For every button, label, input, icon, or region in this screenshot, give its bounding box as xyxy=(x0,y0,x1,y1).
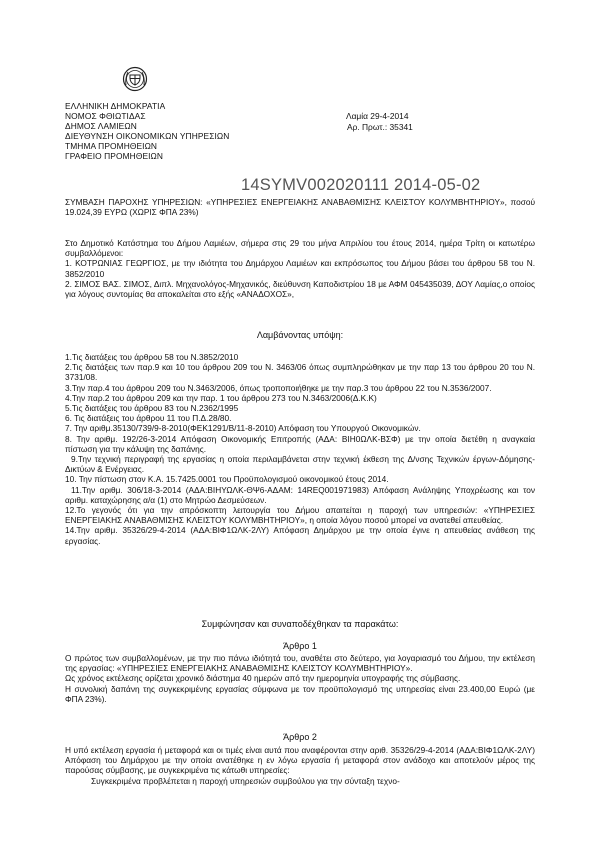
list-item: 9.Την τεχνική περιγραφή της εργασίας η οποία περιλαμβάνεται στην τεχνική έκθεση της Δ/νσης Τεχνικών έργων-Δόμησης-Δικτύων & Ενέργειας. xyxy=(65,454,535,475)
header-line: ΔΗΜΟΣ ΛΑΜΙΕΩΝ xyxy=(65,121,137,131)
header-line: ΝΟΜΟΣ ΦΘΙΩΤΙΔΑΣ xyxy=(65,111,146,121)
considerations-list xyxy=(65,352,535,546)
article-1-heading: Άρθρο 1 xyxy=(283,641,317,651)
article-2-body xyxy=(65,745,535,786)
header-line: ΔΙΕΥΘΥΝΣΗ ΟΙΚΟΝΟΜΙΚΩΝ ΥΠΗΡΕΣΙΩΝ xyxy=(65,131,230,141)
list-item: 4.Την παρ.2 του άρθρου 209 και την παρ. 1 του άρθρου 273 του Ν.3463/2006(Δ.Κ.Κ) xyxy=(65,392,377,403)
intro-paragraph: Στο Δημοτικό Κατάστημα του Δήμου Λαμιέων, σήμερα στις 29 του μήνα Απριλίου του έτους 2014, ημέρα Τρίτη οι κατωτέρω συμβαλλόμενοι: xyxy=(65,238,535,259)
article-paragraph: Συγκεκριμένα προβλέπεται η παροχή υπηρεσιών συμβούλου για την σύνταξη τεχνο- xyxy=(91,775,400,786)
list-item: 6. Τις διατάξεις του άρθρου 11 του Π.Δ.28/80. xyxy=(65,413,232,424)
list-item: 2.Τις διατάξεις των παρ.9 και 10 του άρθρου 209 του Ν. 3463/06 όπως συμπληρώθηκαν με την παρ 13 του άρθρου 20 του Ν. 3731/08. xyxy=(65,362,535,383)
header-line: ΤΜΗΜΑ ΠΡΟΜΗΘΕΙΩΝ xyxy=(65,141,158,151)
list-item: 10. Την πίστωση στον Κ.Α. 15.7425.0001 του Προϋπολογισμού οικονομικού έτους 2014. xyxy=(65,474,389,485)
greek-emblem-icon xyxy=(122,66,148,92)
title-text: ΣΥΜΒΑΣΗ ΠΑΡΟΧΗΣ ΥΠΗΡΕΣΙΩΝ: «ΥΠΗΡΕΣΙΕΣ ΕΝΕΡΓΕΙΑΚΗΣ ΑΝΑΒΑΘΜΙΣΗΣ ΚΛΕΙΣΤΟΥ ΚΟΛΥΜΒΗΤΗΡΙΟΥ», ποσού 19.024,39 ΕΥΡΩ (ΧΩΡΙΣ ΦΠΑ 23%) xyxy=(65,197,535,218)
list-item: 8. Την αριθμ. 192/26-3-2014 Απόφαση Οικονομικής Επιτροπής (ΑΔΑ: ΒΙΗ0ΩΛΚ-ΒΣΦ) με την οποία διετέθη η αναγκαία πίστωση για την κάλυψη της δαπάνης. xyxy=(65,433,535,454)
agreed-heading: Συμφώνησαν και συναποδέχθηκαν τα παρακάτω: xyxy=(201,619,399,629)
article-paragraph: Ο πρώτος των συμβαλλομένων, με την πιο πάνω ιδιότητά του, αναθέτει στο δεύτερο, για λογαριασμό του Δήμου, την εκτέλεση της εργασίας: «ΥΠΗΡΕΣΙΕΣ ΕΝΕΡΓΕΙΑΚΗΣ ΑΝΑΒΑΘΜΙΣΗΣ ΚΛΕΙΣΤΟΥ ΚΟΛΥΜΒΗΤΗΡΙΟΥ». xyxy=(65,653,535,674)
article-2-heading: Άρθρο 2 xyxy=(283,732,317,742)
list-item: 1.Τις διατάξεις του άρθρου 58 του Ν.3852/2010 xyxy=(65,352,239,362)
protocol-number: Αρ. Πρωτ.: 35341 xyxy=(347,122,413,132)
document-code: 14SYMV002020111 2014-05-02 xyxy=(241,176,481,194)
intro-paragraph: 1. ΚΟΤΡΩΝΙΑΣ ΓΕΩΡΓΙΟΣ, με την ιδιότητα του Δημάρχου Λαμιέων και εκπρόσωπος του Δήμου βάσει του άρθρου 58 του Ν. 3852/2010 xyxy=(65,258,535,279)
article-paragraph: Η υπό εκτέλεση εργασία ή μεταφορά και οι τιμές είναι αυτά που αναφέρονται στην αριθ. 35326/29-4-2014 (ΑΔΑ:ΒΙΦ1ΩΛΚ-2ΛΥ) Απόφαση του Δημάρχου με την οποία ανατέθηκε η εν λόγω εργασία ή μεταφορά στον ανάδοχο και αποτελούν μέρος της παρούσας σύμβασης, με συγκεκριμένα τις κάτωθι υπηρεσίες: xyxy=(65,745,535,776)
article-paragraph: Ως χρόνος εκτέλεσης ορίζεται χρονικό διάστημα 40 ημερών από την ημερομηνία υπογραφής της σύμβασης. xyxy=(65,673,461,684)
list-item: 12.Το γεγονός ότι για την απρόσκοπτη λειτουργία του Δήμου απαιτείται η παροχή των υπηρεσιών: «ΥΠΗΡΕΣΙΕΣ ΕΝΕΡΓΕΙΑΚΗΣ ΑΝΑΒΑΘΜΙΣΗΣ ΚΛΕΙΣΤΟΥ ΚΟΛΥΜΒΗΤΗΡΙΟΥ», η οποία λόγου ποσού μπορεί να ανατεθεί απευθείας. xyxy=(65,505,535,526)
intro-paragraph: 2. ΣΙΜΟΣ ΒΑΣ. ΣΙΜΟΣ, Διπλ. Μηχανολόγος-Μηχανικός, διεύθυνση Καποδιστρίου 18 με ΑΦΜ 045435039, ΔΟΥ Λαμίας,ο οποίος για λόγους συντομίας θα αποκαλείται στο εξής «ΑΝΑΔΟΧΟΣ», xyxy=(65,278,535,300)
list-item: 3.Την παρ.4 του άρθρου 209 του Ν.3463/2006, όπως τροποποιήθηκε με την παρ.3 του άρθρου 22 του Ν.3536/2007. xyxy=(65,382,492,393)
header-line: ΕΛΛΗΝΙΚΗ ΔΗΜΟΚΡΑΤΙΑ xyxy=(65,101,166,111)
article-paragraph: Η συνολική δαπάνη της συγκεκριμένης εργασίας σύμφωνα με τον προϋπολογισμό της υπηρεσίας είναι 23.400,00 Ευρώ (με ΦΠΑ 23%). xyxy=(65,683,535,704)
article-1-body xyxy=(65,653,535,704)
list-item: 5.Τις διατάξεις του άρθρου 83 του Ν.2362/1995 xyxy=(65,403,239,414)
contract-title xyxy=(65,197,535,217)
header-line: ΓΡΑΦΕΙΟ ΠΡΟΜΗΘΕΙΩΝ xyxy=(65,151,164,161)
considering-heading: Λαμβάνοντας υπόψη: xyxy=(256,330,344,340)
list-item: 7. Την αριθμ.35130/739/9-8-2010(ΦΕΚ1291/Β/11-8-2010) Απόφαση του Υπουργού Οικονομικών. xyxy=(65,423,421,434)
list-item: 14.Την αριθμ. 35326/29-4-2014 (ΑΔΑ:ΒΙΦ1ΩΛΚ-2ΛΥ) Απόφαση Δημάρχου με την οποία έγινε η απευθείας ανάθεση της εργασίας. xyxy=(65,525,535,546)
list-item: 11.Την αριθμ. 306/18-3-2014 (ΑΔΑ:ΒΙΗΥΩΛΚ-ΘΨ6-ΑΔΑΜ: 14REQ001971983) Απόφαση Ανάληψης Υποχρέωσης και τον αριθμ. καταχώρησης α/α (1) στο Μητρώο Δεσμεύσεων. xyxy=(65,484,535,505)
document-date: Λαμία 29-4-2014 xyxy=(346,111,409,121)
intro-section xyxy=(65,238,535,299)
